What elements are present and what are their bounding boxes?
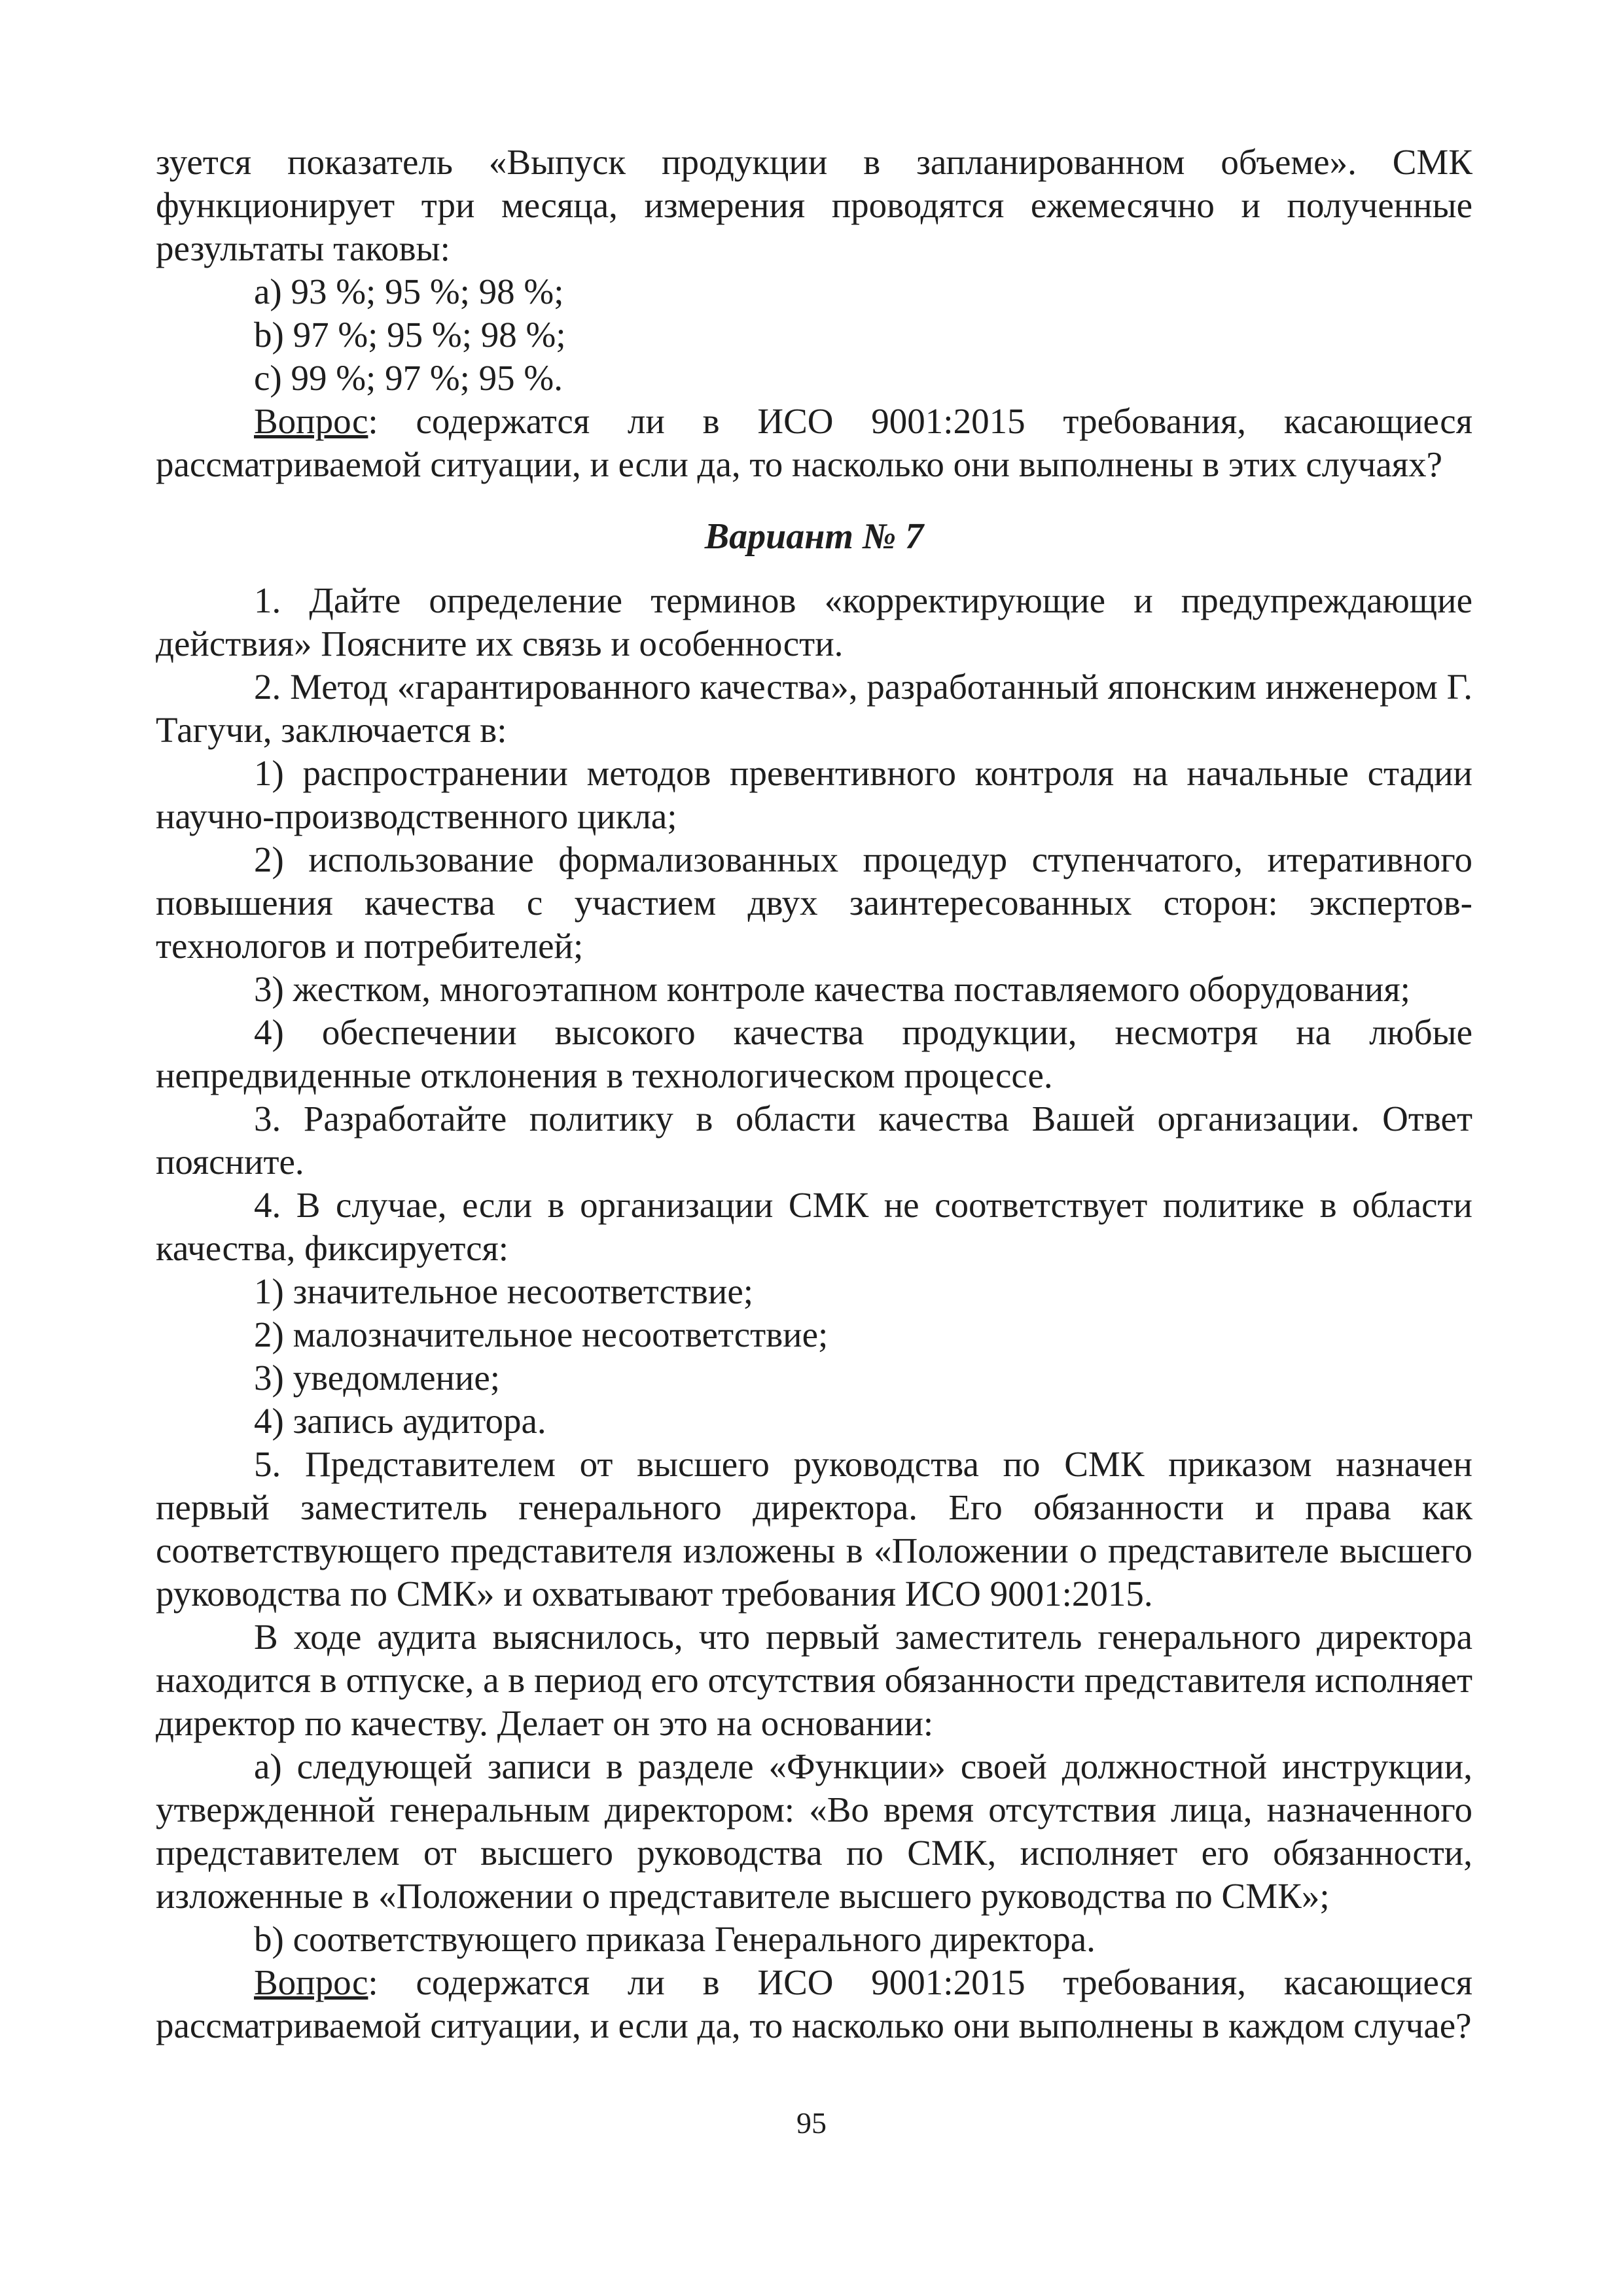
task-4-option: 1) значительное несоответствие;	[254, 1271, 754, 1311]
task-2-option: 4) обеспечении высокого качества продукции, несмотря на любые непредвиденные отклонения в технологическом процессе.	[156, 1012, 1472, 1095]
result-item: b) 97 %; 95 %; 98 %;	[254, 315, 566, 355]
question-label: Вопрос	[254, 401, 368, 441]
task-2-option: 3) жестком, многоэтапном контроле качества поставляемого оборудования;	[254, 969, 1410, 1009]
task-4: 4. В случае, если в организации СМК не соответствует политике в области качества, фиксируется:	[156, 1185, 1472, 1268]
task-3: 3. Разработайте политику в области качества Вашей организации. Ответ поясните.	[156, 1099, 1472, 1182]
task-2: 2. Метод «гарантированного качества», разработанный японским инженером Г. Тагучи, заключается в:	[156, 667, 1472, 750]
task-2-option: 2) использование формализованных процедур ступенчатого, итеративного повышения качества с участием двух заинтересованных сторон: экспертов-технологов и потребителей;	[156, 839, 1472, 966]
page-body	[156, 141, 1472, 2047]
task-1: 1. Дайте определение терминов «корректирующие и предупреждающие действия» Поясните их связь и особенности.	[156, 580, 1472, 663]
question-text: : содержатся ли в ИСО 9001:2015 требования, касающиеся рассматриваемой ситуации, и если да, то насколько они выполнены в этих случаях?	[156, 401, 1472, 484]
task-2-option: 1) распространении методов превентивного контроля на начальные стадии научно-производственного цикла;	[156, 753, 1472, 836]
page-number: 95	[796, 2106, 827, 2140]
task-5-option: a) следующей записи в разделе «Функции» своей должностной инструкции, утвержденной генеральным директором: «Во время отсутствия лица, назначенного представителем от высшего руководства по СМК, исполняет его обязанности, изложенные в «Положении о представителе высшего руководства по СМК»;	[156, 1746, 1472, 1916]
result-item: c) 99 %; 97 %; 95 %.	[254, 358, 563, 398]
task-4-option: 2) малозначительное несоответствие;	[254, 1315, 829, 1354]
question-text: : содержатся ли в ИСО 9001:2015 требования, касающиеся рассматриваемой ситуации, и если да, то насколько они выполнены в каждом случае?	[156, 1962, 1472, 2045]
variant-heading: Вариант № 7	[704, 516, 924, 557]
question-paragraph	[156, 1961, 1472, 2047]
task-4-option: 3) уведомление;	[254, 1358, 501, 1398]
question-label: Вопрос	[254, 1962, 368, 2002]
result-item: a) 93 %; 95 %; 98 %;	[254, 272, 564, 311]
question-paragraph	[156, 400, 1472, 486]
task-4-option: 4) запись аудитора.	[254, 1401, 546, 1441]
task-5-option: b) соответствующего приказа Генерального директора.	[254, 1919, 1096, 1959]
task-5: 5. Представителем от высшего руководства по СМК приказом назначен первый заместитель генерального директора. Его обязанности и права как соответствующего представителя изложены в «Положении о представителе высшего руководства по СМК» и охватывают требования ИСО 9001:2015.	[156, 1444, 1472, 1614]
intro-paragraph: зуется показатель «Выпуск продукции в запланированном объеме». СМК функционирует три месяца, измерения проводятся ежемесячно и полученные результаты таковы:	[156, 142, 1472, 268]
task-5-audit: В ходе аудита выяснилось, что первый заместитель генерального директора находится в отпуске, а в период его отсутствия обязанности представителя исполняет директор по качеству. Делает он это на основании:	[156, 1617, 1472, 1743]
